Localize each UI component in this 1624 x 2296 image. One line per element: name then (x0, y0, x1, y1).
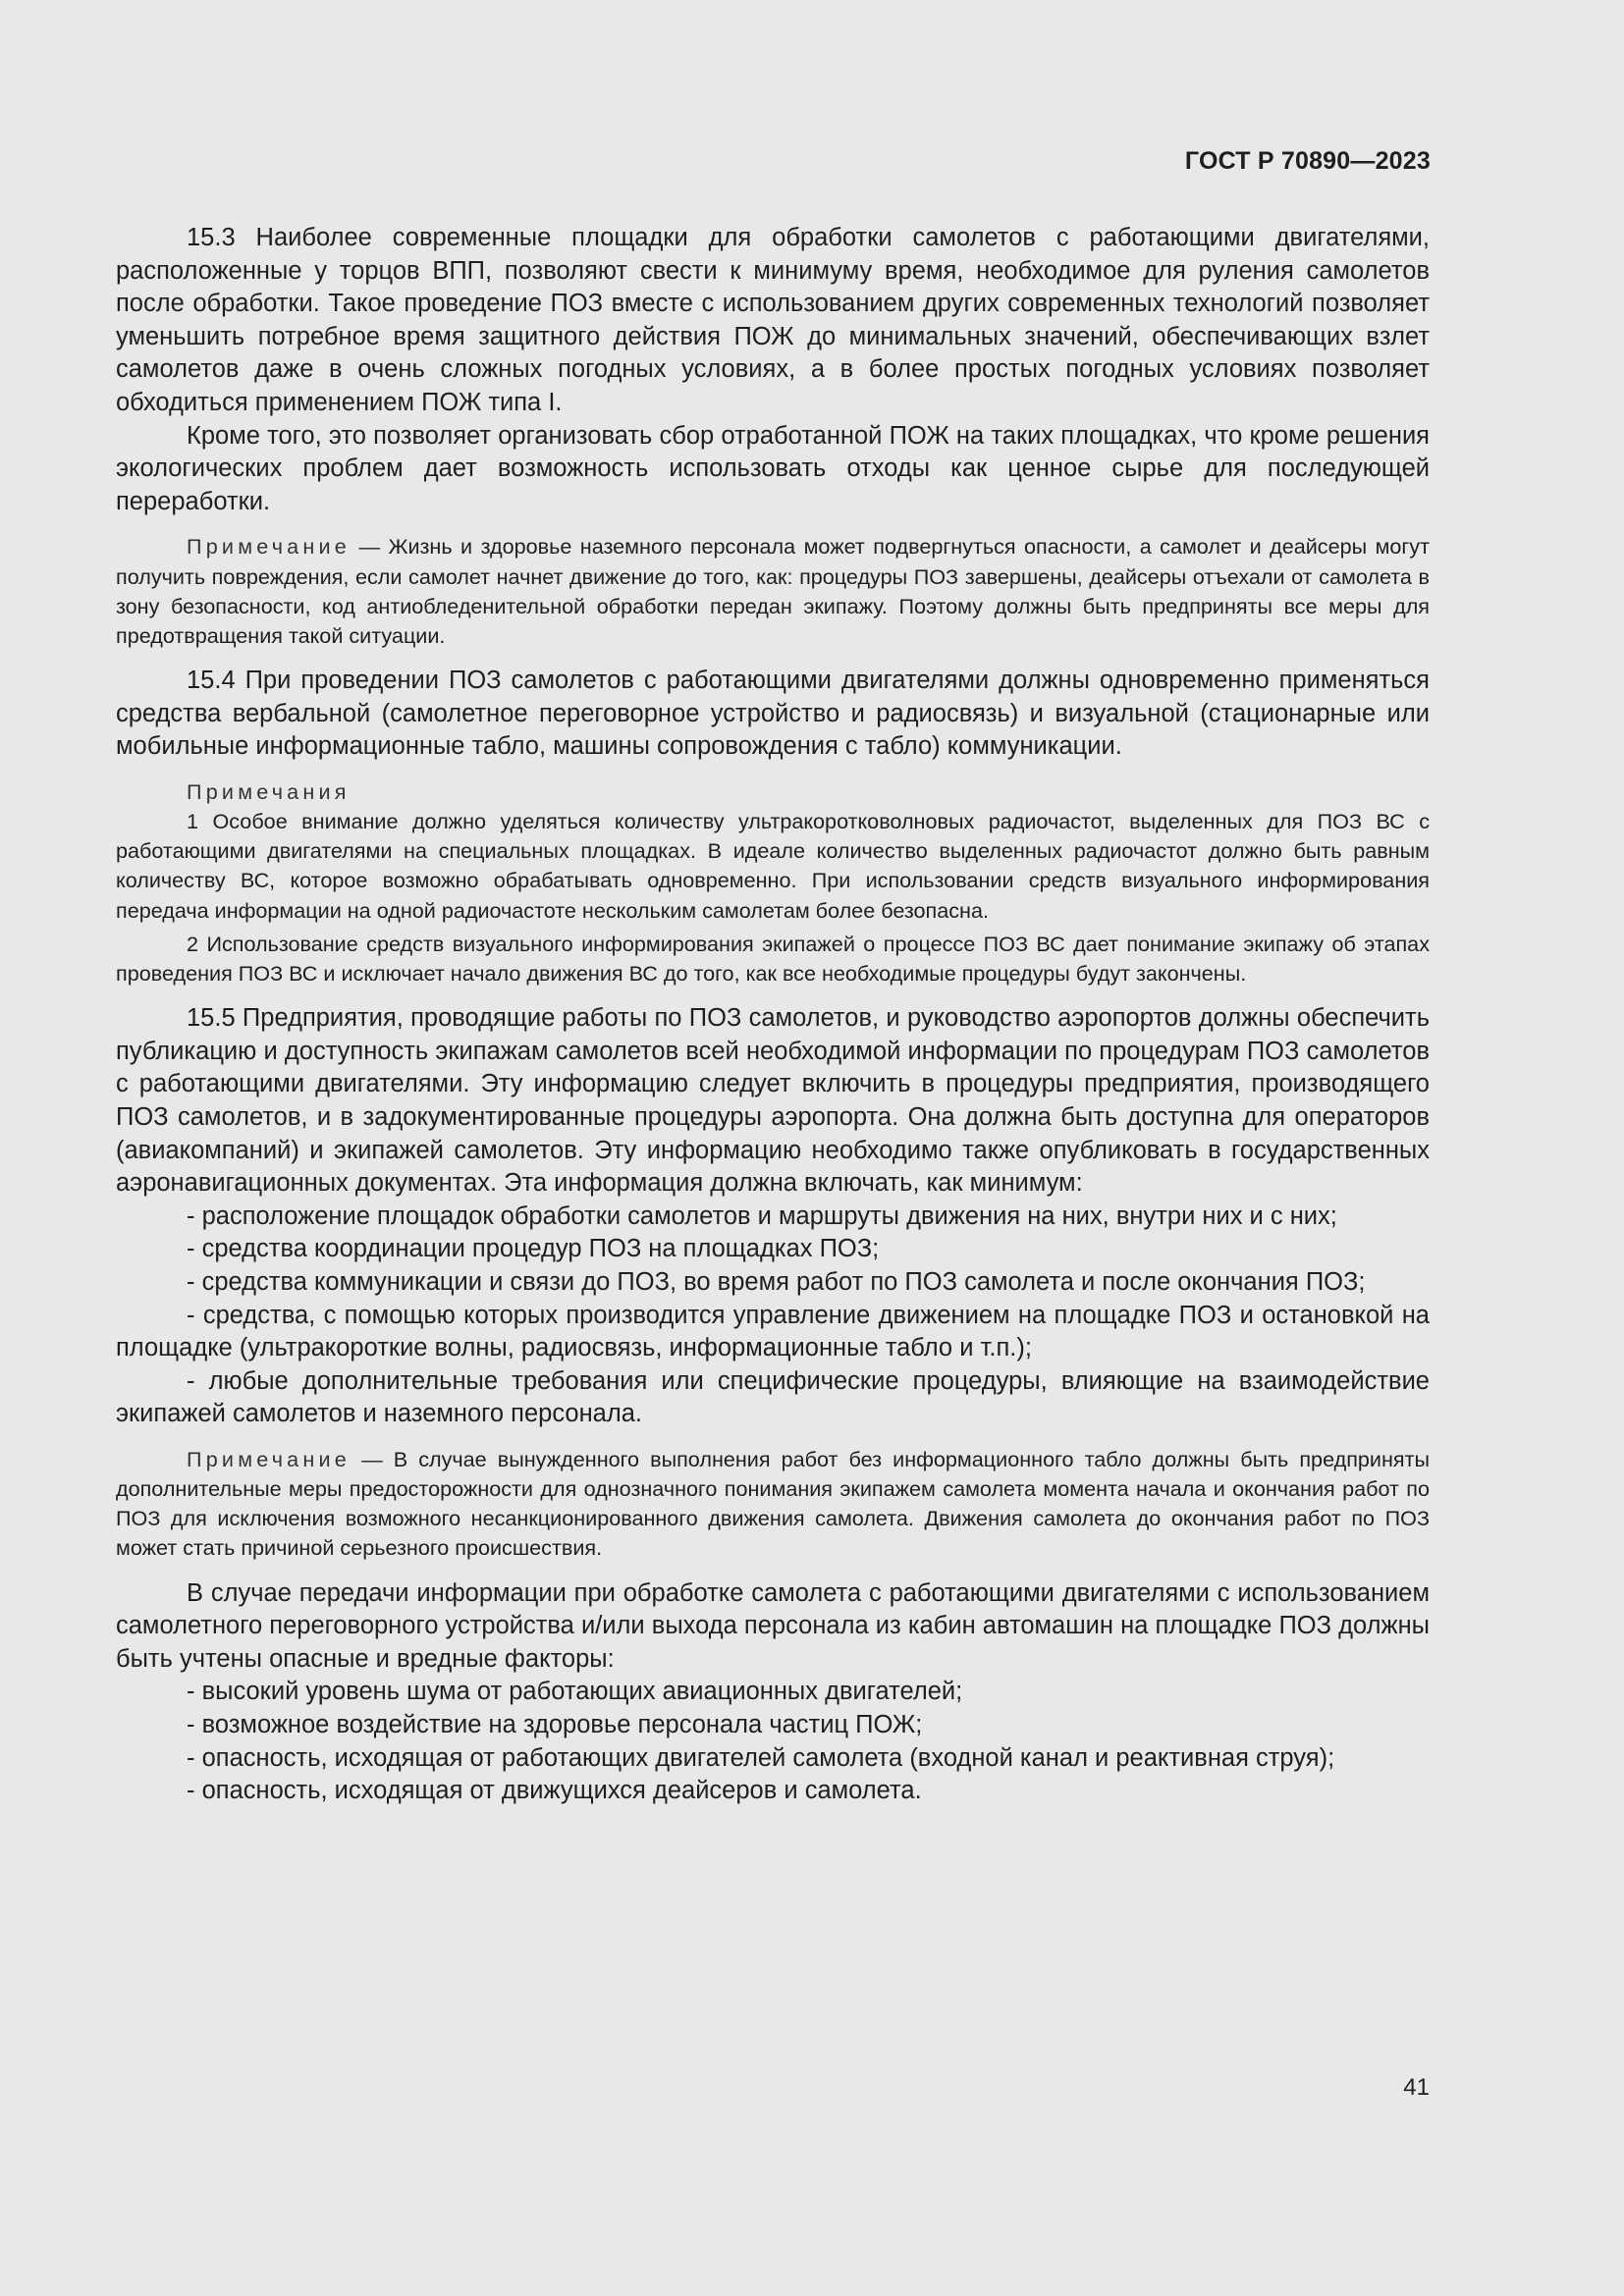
list-item: - высокий уровень шума от работающих авиационных двигателей; (187, 1678, 963, 1706)
paragraph-hazards: В случае передачи информации при обработке самолета с работающими двигателями с использованием самолетного переговорного устройства и/или выхода персонала из кабин автомашин на площадке ПОЗ должны быть учтены опасные и вредные факторы: (116, 1578, 1430, 1673)
paragraph-15-3-continued: Кроме того, это позволяет организовать сбор отработанной ПОЖ на таких площадках, что кроме решения экологических проблем дает возможность использовать отходы как ценное сырье для последующей переработки. (116, 421, 1430, 515)
paragraph-15-4: 15.4 При проведении ПОЗ самолетов с работающими двигателями должны одновременно применяться средства вербальной (самолетное переговорное устройство и радиосвязь) и визуальной (стационарные или мобильные информационные табло, машины сопровождения с табло) коммуникации. (116, 667, 1430, 761)
note-15-5 (116, 1445, 1430, 1564)
page-number: 41 (1403, 2074, 1430, 2101)
list-item: - опасность, исходящая от работающих двигателей самолета (входной канал и реактивная струя); (187, 1743, 1335, 1772)
document-body (116, 222, 1430, 1808)
note-15-3 (116, 532, 1430, 651)
list-item: - расположение площадок обработки самолетов и маршруты движения на них, внутри них и с них; (187, 1201, 1337, 1230)
list-item: - любые дополнительные требования или специфические процедуры, влияющие на взаимодействие экипажей самолетов и наземного персонала. (116, 1366, 1430, 1428)
note-2: 2 Использование средств визуального информирования экипажей о процессе ПОЗ ВС дает понимание экипажу об этапах проведения ПОЗ ВС и исключает начало движения ВС до того, как все необходимые процедуры будут закончены. (116, 931, 1430, 986)
document-header: ГОСТ Р 70890—2023 (1184, 147, 1431, 175)
note-text: — В случае вынужденного выполнения работ без информационного табло должны быть предприняты дополнительные меры предосторожности для однозначного понимания экипажем самолета момента начала и окончания работ по ПОЗ для исключения возможного несанкционированного движения самолета. Движения самолета до окончания работ по ПОЗ может стать причиной серьезного происшествия. (116, 1446, 1430, 1561)
note-label: Примечание (187, 534, 351, 560)
note-text: — Жизнь и здоровье наземного персонала может подвергнуться опасности, а самолет и деайсеры могут получить повреждения, если самолет начнет движение до того, как: процедуры ПОЗ завершены, деайсеры отъехали от самолета в зону безопасности, код антиобледенительной обработки передан экипажу. Поэтому должны быть предприняты все меры для предотвращения такой ситуации. (116, 534, 1430, 648)
list-item: - возможное воздействие на здоровье персонала частиц ПОЖ; (187, 1711, 923, 1739)
note-1: 1 Особое внимание должно уделяться количеству ультракоротковолновых радиочастот, выделенных для ПОЗ ВС с работающими двигателями на специальных площадках. В идеале количество выделенных радиочастот должно быть равным количеству ВС, которое возможно обрабатывать одновременно. При использовании средств визуального информирования передача информации на одной радиочастоте нескольким самолетам более безопасна. (116, 808, 1430, 923)
paragraph-15-5: 15.5 Предприятия, проводящие работы по ПОЗ самолетов, и руководство аэропортов должны обеспечить публикацию и доступность экипажам самолетов всей необходимой информации по процедурам ПОЗ самолетов с работающими двигателями. Эту информацию следует включить в процедуры предприятия, производящего ПОЗ самолетов, и в задокументированные процедуры аэропорта. Она должна быть доступна для операторов (авиакомпаний) и экипажей самолетов. Эту информацию необходимо также опубликовать в государственных аэронавигационных документах. Эта информация должна включать, как минимум: (116, 1004, 1430, 1198)
note-label: Примечание (187, 1446, 351, 1471)
list-item: - средства координации процедур ПОЗ на площадках ПОЗ; (187, 1235, 880, 1263)
list-item: - средства коммуникации и связи до ПОЗ, во время работ по ПОЗ самолета и после окончания ПОЗ; (187, 1267, 1366, 1296)
paragraph-15-3: 15.3 Наиболее современные площадки для обработки самолетов с работающими двигателями, расположенные у торцов ВПП, позволяют свести к минимуму время, необходимое для руления самолетов после обработки. Такое проведение ПОЗ вместе с использованием других современных технологий позволяет уменьшить потребное время защитного действия ПОЖ до минимальных значений, обеспечивающих взлет самолетов даже в очень сложных погодных условиях, а в более простых погодных условиях позволяет обходиться применением ПОЖ типа I. (116, 224, 1430, 416)
list-item: - средства, с помощью которых производится управление движением на площадке ПОЗ и остановкой на площадке (ультракороткие волны, радиосвязь, информационные табло и т.п.); (116, 1301, 1430, 1362)
notes-title: Примечания (187, 778, 351, 804)
list-item: - опасность, исходящая от движущихся деайсеров и самолета. (187, 1777, 922, 1805)
